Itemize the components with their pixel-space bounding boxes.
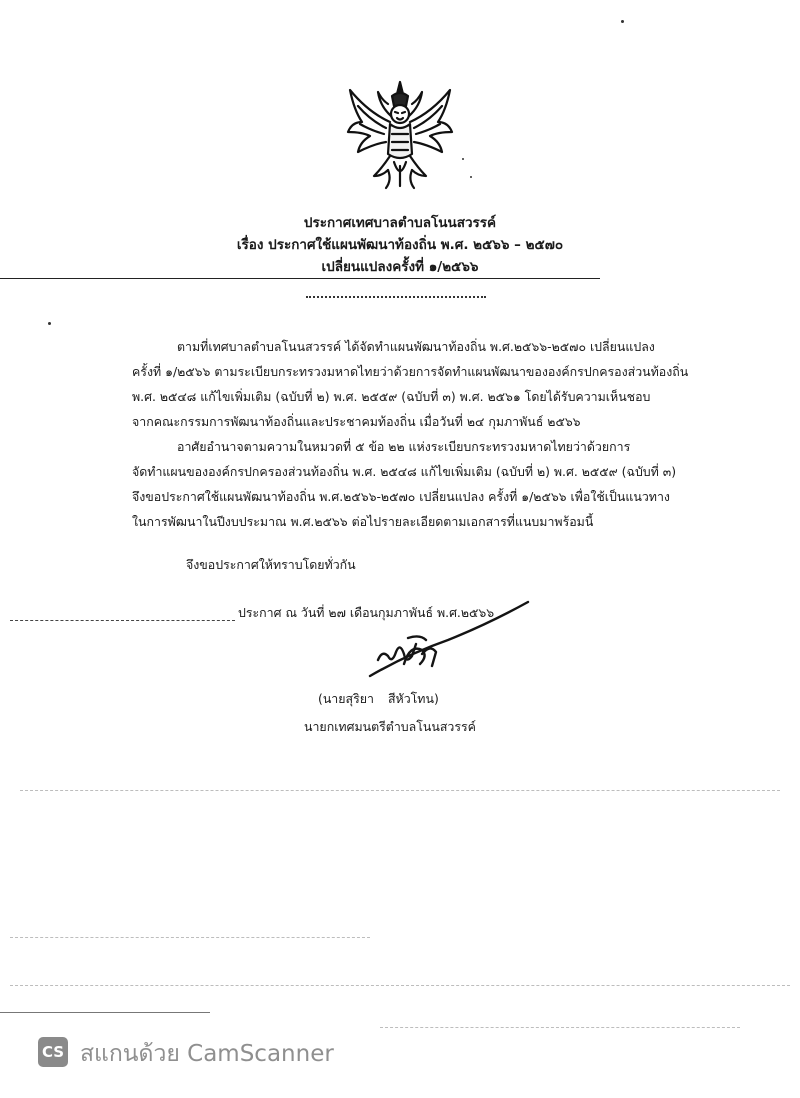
handwritten-signature xyxy=(368,594,538,684)
body-line: ในการพัฒนาในปีงบประมาณ พ.ศ.๒๕๖๖ ต่อไปรายละเอียดตามเอกสารที่แนบมาพร้อมนี้ xyxy=(132,514,594,529)
signatory-position: นายกเทศมนตรีตำบลโนนสวรรค์ xyxy=(304,719,476,734)
scan-speck xyxy=(621,20,624,23)
body-line: ครั้งที่ ๑/๒๕๖๖ ตามระเบียบกระทรวงมหาดไทยว่าด้วยการจัดทำแผนพัฒนาขององค์กรปกครองส่วนท้องถิ่น xyxy=(132,364,689,379)
header-underline xyxy=(0,278,600,279)
signatory-last-name: สีหัวโทน) xyxy=(387,691,439,706)
body-line: อาศัยอำนาจตามความในหมวดที่ ๕ ข้อ ๒๒ แห่งระเบียบกระทรวงมหาดไทยว่าด้วยการ xyxy=(177,439,631,454)
garuda-emblem-icon xyxy=(342,76,458,194)
scan-speck xyxy=(470,176,472,178)
scan-artifact-line xyxy=(10,985,790,986)
scan-artifact-line xyxy=(10,937,370,938)
dashed-rule xyxy=(10,620,235,621)
closing-statement: จึงขอประกาศให้ทราบโดยทั่วกัน xyxy=(186,557,356,572)
scan-artifact-line xyxy=(20,790,780,791)
document-subject: เรื่อง ประกาศใช้แผนพัฒนาท้องถิ่น พ.ศ. ๒๕๖๖ – ๒๕๗๐ xyxy=(236,237,564,253)
document-title: ประกาศเทศบาลตำบลโนนสวรรค์ xyxy=(303,215,497,231)
document-revision: เปลี่ยนแปลงครั้งที่ ๑/๒๕๖๖ xyxy=(321,259,479,275)
scan-artifact-line xyxy=(380,1027,740,1028)
camscanner-watermark: สแกนด้วย CamScanner xyxy=(80,1041,334,1067)
body-line: จัดทำแผนขององค์กรปกครองส่วนท้องถิ่น พ.ศ. ๒๕๔๘ แก้ไขเพิ่มเติม (ฉบับที่ ๒) พ.ศ. ๒๕๕๙ (ฉบับที่ ๓) xyxy=(132,464,677,479)
signatory-name xyxy=(318,690,439,709)
document-body xyxy=(132,334,718,534)
body-line: พ.ศ. ๒๕๔๘ แก้ไขเพิ่มเติม (ฉบับที่ ๒) พ.ศ. ๒๕๕๙ (ฉบับที่ ๓) พ.ศ. ๒๕๖๑ โดยได้รับความเห็นชอบ xyxy=(132,389,651,404)
dotted-separator xyxy=(306,296,486,298)
signatory-first-name: (นายสุริยา xyxy=(318,691,374,706)
scan-speck xyxy=(462,158,464,160)
scan-artifact-line xyxy=(0,1012,210,1013)
body-line: จากคณะกรรมการพัฒนาท้องถิ่นและประชาคมท้องถิ่น เมื่อวันที่ ๒๔ กุมภาพันธ์ ๒๕๖๖ xyxy=(132,414,581,429)
body-line: ตามที่เทศบาลตำบลโนนสวรรค์ ได้จัดทำแผนพัฒนาท้องถิ่น พ.ศ.๒๕๖๖-๒๕๗๐ เปลี่ยนแปลง xyxy=(177,339,655,354)
document-header xyxy=(200,212,600,278)
scan-speck xyxy=(48,322,51,325)
announcement-date: ประกาศ ณ วันที่ ๒๗ เดือนกุมภาพันธ์ พ.ศ.๒๕๖๖ xyxy=(238,605,495,620)
body-line: จึงขอประกาศใช้แผนพัฒนาท้องถิ่น พ.ศ.๒๕๖๖-๒๕๗๐ เปลี่ยนแปลง ครั้งที่ ๑/๒๕๖๖ เพื่อใช้เป็นแนวทาง xyxy=(132,489,670,504)
camscanner-logo-icon: CS xyxy=(38,1037,68,1067)
